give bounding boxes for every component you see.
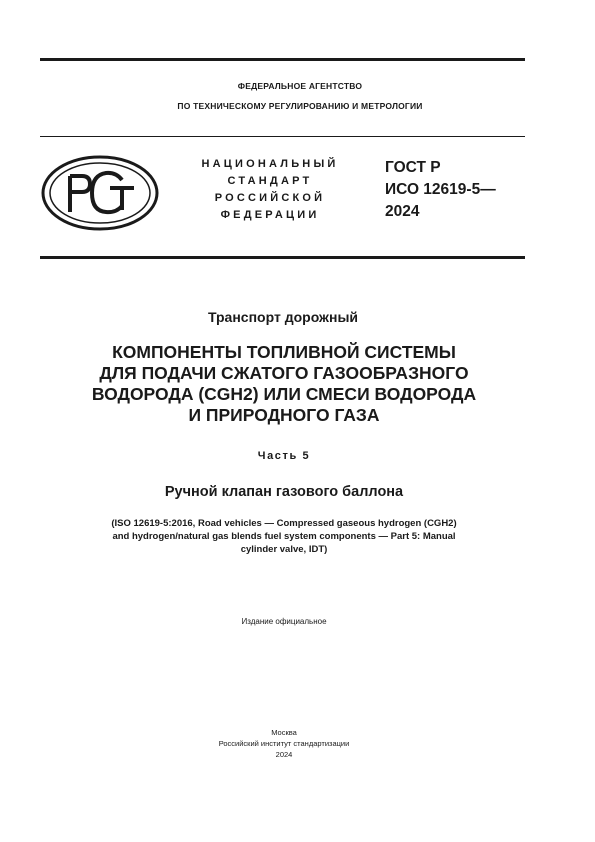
edition-label: Издание официальное (241, 617, 327, 626)
imprint-city: Москва (271, 728, 297, 737)
national-standard-line: СТАНДАРТ (227, 175, 313, 187)
agency-line-2: ПО ТЕХНИЧЕСКОМУ РЕГУЛИРОВАНИЮ И МЕТРОЛОГИИ (177, 101, 423, 111)
part-number: Часть 5 (257, 450, 311, 462)
header-separator (40, 136, 525, 137)
iso-reference-line: cylinder valve, IDT) (240, 544, 328, 555)
national-standard-line: ФЕДЕРАЦИИ (220, 209, 320, 221)
standard-code-line: 2024 (385, 203, 420, 220)
imprint-year: 2024 (275, 750, 293, 759)
header-bottom-rule (40, 256, 525, 259)
document-title (0, 342, 568, 426)
title-line: И ПРИРОДНОГО ГАЗА (188, 405, 380, 425)
national-standard-label (180, 156, 360, 224)
imprint-publisher: Российский институт стандартизации (218, 739, 350, 748)
document-subject: Транспорт дорожный (207, 309, 359, 325)
imprint (0, 727, 568, 760)
standard-code-line: ИСО 12619-5— (385, 181, 496, 198)
agency-line-1: ФЕДЕРАЛЬНОЕ АГЕНТСТВО (237, 81, 363, 91)
top-rule (40, 58, 525, 61)
iso-reference-line: and hydrogen/natural gas blends fuel system components — Part 5: Manual (112, 531, 456, 542)
title-line: ДЛЯ ПОДАЧИ СЖАТОГО ГАЗООБРАЗНОГО (99, 363, 469, 383)
standard-code (385, 157, 496, 223)
title-line: ВОДОРОДА (CGH2) ИЛИ СМЕСИ ВОДОРОДА (91, 384, 477, 404)
iso-reference (0, 517, 568, 556)
document-subtitle: Ручной клапан газового баллона (164, 484, 404, 500)
national-standard-line: НАЦИОНАЛЬНЫЙ (201, 158, 339, 170)
iso-reference-line: (ISO 12619-5:2016, Road vehicles — Compressed gaseous hydrogen (CGH2) (111, 518, 457, 529)
title-line: КОМПОНЕНТЫ ТОПЛИВНОЙ СИСТЕМЫ (112, 342, 456, 362)
gost-r-logo-icon (40, 154, 160, 232)
national-standard-line: РОССИЙСКОЙ (214, 192, 326, 204)
standard-code-line: ГОСТ Р (385, 159, 441, 176)
